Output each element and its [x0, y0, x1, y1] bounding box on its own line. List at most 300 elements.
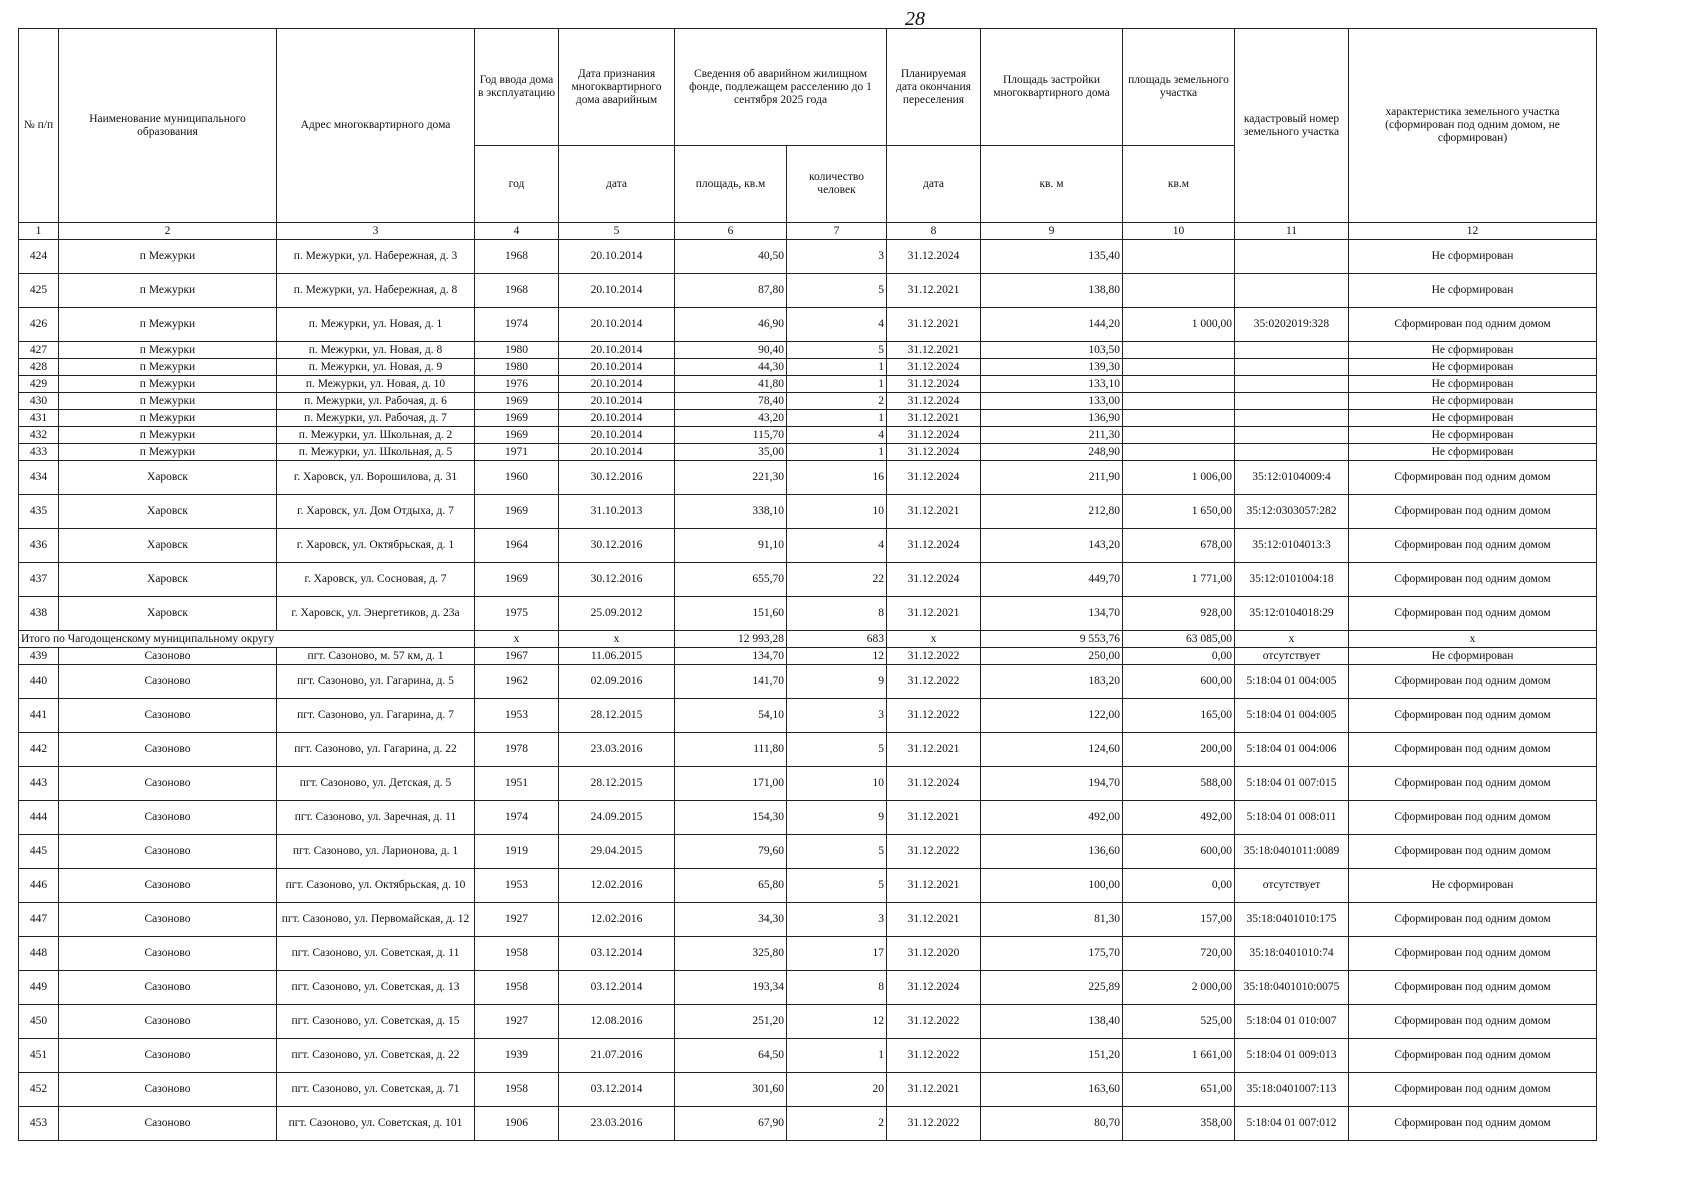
table-body-chagodoshchensky	[19, 240, 1597, 631]
recognition-date-cell: 20.10.2014	[559, 393, 675, 410]
land-area-cell: 1 661,00	[1123, 1039, 1235, 1073]
building-area-cell: 135,40	[981, 240, 1123, 274]
year-cell: 1967	[475, 648, 559, 665]
land-characteristic-cell: Не сформирован	[1349, 869, 1597, 903]
area-cell: 301,60	[675, 1073, 787, 1107]
year-cell: 1953	[475, 699, 559, 733]
area-cell: 171,00	[675, 767, 787, 801]
area-cell: 64,50	[675, 1039, 787, 1073]
area-cell: 35,00	[675, 444, 787, 461]
planned-date-cell: 31.12.2024	[887, 359, 981, 376]
address-cell: пгт. Сазоново, ул. Ларионова, д. 1	[277, 835, 475, 869]
row-number: 441	[19, 699, 59, 733]
planned-date-cell: 31.12.2024	[887, 376, 981, 393]
table-row	[19, 1039, 1597, 1073]
year-cell: 1980	[475, 342, 559, 359]
recognition-date-cell: 29.04.2015	[559, 835, 675, 869]
municipality-cell: п Межурки	[59, 444, 277, 461]
people-count-cell: 2	[787, 393, 887, 410]
land-area-cell	[1123, 274, 1235, 308]
planned-date-cell: 31.12.2024	[887, 393, 981, 410]
address-cell: пгт. Сазоново, ул. Советская, д. 13	[277, 971, 475, 1005]
recognition-date-cell: 20.10.2014	[559, 274, 675, 308]
row-number: 426	[19, 308, 59, 342]
people-count-cell: 10	[787, 767, 887, 801]
planned-date-cell: 31.12.2024	[887, 971, 981, 1005]
land-characteristic-cell: Сформирован под одним домом	[1349, 665, 1597, 699]
area-cell: 79,60	[675, 835, 787, 869]
header-land-area: площадь земельного участка	[1123, 29, 1235, 146]
building-area-cell: 138,80	[981, 274, 1123, 308]
municipality-cell: Сазоново	[59, 835, 277, 869]
header-year-built: Год ввода дома в эксплуатацию	[475, 29, 559, 146]
municipality-cell: Сазоново	[59, 801, 277, 835]
people-count-cell: 4	[787, 529, 887, 563]
column-number: 6	[675, 223, 787, 240]
recognition-date-cell: 11.06.2015	[559, 648, 675, 665]
people-count-cell: 5	[787, 835, 887, 869]
subheader-people: количество человек	[787, 146, 887, 223]
land-area-cell	[1123, 240, 1235, 274]
municipality-cell: п Межурки	[59, 274, 277, 308]
subheader-plan-date: дата	[887, 146, 981, 223]
address-cell: пгт. Сазоново, ул. Гагарина, д. 22	[277, 733, 475, 767]
municipality-cell: п Межурки	[59, 359, 277, 376]
land-characteristic-cell: Сформирован под одним домом	[1349, 495, 1597, 529]
recognition-date-cell: 20.10.2014	[559, 410, 675, 427]
table-row	[19, 1005, 1597, 1039]
header-building-area: Площадь застройки многоквартирного дома	[981, 29, 1123, 146]
total-building-area: 9 553,76	[981, 631, 1123, 648]
municipality-cell: Сазоново	[59, 937, 277, 971]
people-count-cell: 8	[787, 971, 887, 1005]
table-row	[19, 359, 1597, 376]
recognition-date-cell: 20.10.2014	[559, 444, 675, 461]
land-characteristic-cell: Сформирован под одним домом	[1349, 1107, 1597, 1141]
planned-date-cell: 31.12.2021	[887, 308, 981, 342]
people-count-cell: 16	[787, 461, 887, 495]
municipality-cell: Сазоново	[59, 971, 277, 1005]
year-cell: 1919	[475, 835, 559, 869]
planned-date-cell: 31.12.2022	[887, 699, 981, 733]
row-number: 452	[19, 1073, 59, 1107]
row-number: 432	[19, 427, 59, 444]
cadastral-number-cell: 35:18:0401011:0089	[1235, 835, 1349, 869]
header-num: № п/п	[19, 29, 59, 223]
address-cell: пгт. Сазоново, ул. Заречная, д. 11	[277, 801, 475, 835]
land-area-cell: 157,00	[1123, 903, 1235, 937]
municipality-cell: Сазоново	[59, 699, 277, 733]
municipality-cell: п Межурки	[59, 410, 277, 427]
people-count-cell: 17	[787, 937, 887, 971]
people-count-cell: 4	[787, 308, 887, 342]
land-characteristic-cell: Сформирован под одним домом	[1349, 767, 1597, 801]
row-number: 433	[19, 444, 59, 461]
municipality-cell: Сазоново	[59, 733, 277, 767]
people-count-cell: 3	[787, 240, 887, 274]
row-number: 444	[19, 801, 59, 835]
municipality-cell: п Межурки	[59, 393, 277, 410]
building-area-cell: 151,20	[981, 1039, 1123, 1073]
recognition-date-cell: 20.10.2014	[559, 359, 675, 376]
cadastral-number-cell	[1235, 274, 1349, 308]
people-count-cell: 1	[787, 444, 887, 461]
land-characteristic-cell: Сформирован под одним домом	[1349, 529, 1597, 563]
planned-date-cell: 31.12.2021	[887, 801, 981, 835]
column-number: 8	[887, 223, 981, 240]
year-cell: 1969	[475, 495, 559, 529]
building-area-cell: 136,90	[981, 410, 1123, 427]
address-cell: г. Харовск, ул. Ворошилова, д. 31	[277, 461, 475, 495]
recognition-date-cell: 02.09.2016	[559, 665, 675, 699]
planned-date-cell: 31.12.2020	[887, 937, 981, 971]
row-number: 450	[19, 1005, 59, 1039]
building-area-cell: 81,30	[981, 903, 1123, 937]
land-area-cell	[1123, 393, 1235, 410]
planned-date-cell: 31.12.2022	[887, 835, 981, 869]
address-cell: п. Межурки, ул. Школьная, д. 2	[277, 427, 475, 444]
land-area-cell: 928,00	[1123, 597, 1235, 631]
land-characteristic-cell: Сформирован под одним домом	[1349, 597, 1597, 631]
year-cell: 1974	[475, 308, 559, 342]
year-cell: 1927	[475, 1005, 559, 1039]
building-area-cell: 143,20	[981, 529, 1123, 563]
row-number: 435	[19, 495, 59, 529]
header-planned-date: Планируемая дата окончания переселения	[887, 29, 981, 146]
address-cell: пгт. Сазоново, ул. Советская, д. 101	[277, 1107, 475, 1141]
row-number: 434	[19, 461, 59, 495]
year-cell: 1958	[475, 1073, 559, 1107]
row-number: 430	[19, 393, 59, 410]
building-area-cell: 211,90	[981, 461, 1123, 495]
building-area-cell: 212,80	[981, 495, 1123, 529]
column-number: 1	[19, 223, 59, 240]
recognition-date-cell: 20.10.2014	[559, 308, 675, 342]
cadastral-number-cell	[1235, 410, 1349, 427]
address-cell: пгт. Сазоново, ул. Первомайская, д. 12	[277, 903, 475, 937]
address-cell: г. Харовск, ул. Сосновая, д. 7	[277, 563, 475, 597]
land-characteristic-cell: Не сформирован	[1349, 342, 1597, 359]
column-number: 2	[59, 223, 277, 240]
address-cell: пгт. Сазоново, ул. Октябрьская, д. 10	[277, 869, 475, 903]
cadastral-number-cell	[1235, 427, 1349, 444]
table-row	[19, 648, 1597, 665]
total-area: 12 993,28	[675, 631, 787, 648]
municipality-cell: Харовск	[59, 529, 277, 563]
municipality-cell: Сазоново	[59, 665, 277, 699]
area-cell: 91,10	[675, 529, 787, 563]
year-cell: 1968	[475, 240, 559, 274]
column-number: 11	[1235, 223, 1349, 240]
year-cell: 1962	[475, 665, 559, 699]
land-area-cell: 1 650,00	[1123, 495, 1235, 529]
people-count-cell: 4	[787, 427, 887, 444]
land-area-cell: 720,00	[1123, 937, 1235, 971]
planned-date-cell: 31.12.2021	[887, 410, 981, 427]
cadastral-number-cell	[1235, 393, 1349, 410]
recognition-date-cell: 31.10.2013	[559, 495, 675, 529]
table-row	[19, 563, 1597, 597]
total-cadastral: x	[1235, 631, 1349, 648]
address-cell: г. Харовск, ул. Энергетиков, д. 23а	[277, 597, 475, 631]
recognition-date-cell: 30.12.2016	[559, 563, 675, 597]
people-count-cell: 1	[787, 410, 887, 427]
planned-date-cell: 31.12.2021	[887, 597, 981, 631]
address-cell: пгт. Сазоново, ул. Гагарина, д. 5	[277, 665, 475, 699]
building-area-cell: 80,70	[981, 1107, 1123, 1141]
land-area-cell	[1123, 376, 1235, 393]
land-area-cell: 1 000,00	[1123, 308, 1235, 342]
table-row	[19, 767, 1597, 801]
table-row	[19, 937, 1597, 971]
row-number: 438	[19, 597, 59, 631]
cadastral-number-cell: 35:18:0401010:74	[1235, 937, 1349, 971]
total-year: x	[475, 631, 559, 648]
cadastral-number-cell	[1235, 342, 1349, 359]
area-cell: 54,10	[675, 699, 787, 733]
table-row	[19, 240, 1597, 274]
year-cell: 1971	[475, 444, 559, 461]
people-count-cell: 2	[787, 1107, 887, 1141]
recognition-date-cell: 21.07.2016	[559, 1039, 675, 1073]
area-cell: 141,70	[675, 665, 787, 699]
column-number-row	[19, 223, 1597, 240]
address-cell: пгт. Сазоново, ул. Советская, д. 22	[277, 1039, 475, 1073]
cadastral-number-cell: 35:18:0401007:113	[1235, 1073, 1349, 1107]
year-cell: 1958	[475, 971, 559, 1005]
row-number: 453	[19, 1107, 59, 1141]
planned-date-cell: 31.12.2021	[887, 733, 981, 767]
subheader-land-kvm: кв.м	[1123, 146, 1235, 223]
year-cell: 1969	[475, 393, 559, 410]
subheader-date: дата	[559, 146, 675, 223]
land-characteristic-cell: Сформирован под одним домом	[1349, 563, 1597, 597]
total-plan-date: x	[887, 631, 981, 648]
building-area-cell: 175,70	[981, 937, 1123, 971]
table-row	[19, 971, 1597, 1005]
header-cadastral: кадастровый номер земельного участка	[1235, 29, 1349, 223]
table-row	[19, 410, 1597, 427]
column-number: 3	[277, 223, 475, 240]
row-number: 446	[19, 869, 59, 903]
people-count-cell: 1	[787, 1039, 887, 1073]
cadastral-number-cell: 5:18:04 01 010:007	[1235, 1005, 1349, 1039]
table-row	[19, 376, 1597, 393]
year-cell: 1976	[475, 376, 559, 393]
land-characteristic-cell: Не сформирован	[1349, 444, 1597, 461]
area-cell: 325,80	[675, 937, 787, 971]
header-municipality: Наименование муниципального образования	[59, 29, 277, 223]
column-number: 10	[1123, 223, 1235, 240]
recognition-date-cell: 28.12.2015	[559, 767, 675, 801]
planned-date-cell: 31.12.2024	[887, 461, 981, 495]
building-area-cell: 449,70	[981, 563, 1123, 597]
cadastral-number-cell: 5:18:04 01 004:005	[1235, 699, 1349, 733]
area-cell: 87,80	[675, 274, 787, 308]
municipality-cell: Харовск	[59, 495, 277, 529]
year-cell: 1980	[475, 359, 559, 376]
planned-date-cell: 31.12.2021	[887, 869, 981, 903]
building-area-cell: 136,60	[981, 835, 1123, 869]
land-area-cell: 600,00	[1123, 835, 1235, 869]
address-cell: пгт. Сазоново, ул. Детская, д. 5	[277, 767, 475, 801]
year-cell: 1964	[475, 529, 559, 563]
land-characteristic-cell: Не сформирован	[1349, 376, 1597, 393]
recognition-date-cell: 12.02.2016	[559, 903, 675, 937]
total-land-area: 63 085,00	[1123, 631, 1235, 648]
table-row	[19, 1107, 1597, 1141]
row-number: 451	[19, 1039, 59, 1073]
land-area-cell	[1123, 359, 1235, 376]
municipality-cell: п Межурки	[59, 240, 277, 274]
planned-date-cell: 31.12.2021	[887, 903, 981, 937]
address-cell: пгт. Сазоново, ул. Гагарина, д. 7	[277, 699, 475, 733]
municipality-cell: п Межурки	[59, 342, 277, 359]
planned-date-cell: 31.12.2022	[887, 1107, 981, 1141]
row-number: 449	[19, 971, 59, 1005]
planned-date-cell: 31.12.2021	[887, 274, 981, 308]
land-characteristic-cell: Не сформирован	[1349, 240, 1597, 274]
table-row	[19, 597, 1597, 631]
address-cell: п. Межурки, ул. Новая, д. 9	[277, 359, 475, 376]
table-row	[19, 699, 1597, 733]
address-cell: п. Межурки, ул. Новая, д. 1	[277, 308, 475, 342]
municipality-cell: Сазоново	[59, 648, 277, 665]
cadastral-number-cell: 35:12:0104013:3	[1235, 529, 1349, 563]
address-cell: п. Межурки, ул. Набережная, д. 8	[277, 274, 475, 308]
total-label: Итого по Чагодощенскому муниципальному округу	[19, 631, 475, 648]
municipality-cell: Сазоново	[59, 1039, 277, 1073]
municipality-cell: п Межурки	[59, 427, 277, 444]
address-cell: п. Межурки, ул. Новая, д. 8	[277, 342, 475, 359]
land-area-cell	[1123, 427, 1235, 444]
planned-date-cell: 31.12.2024	[887, 563, 981, 597]
land-area-cell	[1123, 410, 1235, 427]
recognition-date-cell: 20.10.2014	[559, 342, 675, 359]
cadastral-number-cell: 5:18:04 01 008:011	[1235, 801, 1349, 835]
year-cell: 1974	[475, 801, 559, 835]
municipality-cell: Сазоново	[59, 903, 277, 937]
address-cell: пгт. Сазоново, ул. Советская, д. 15	[277, 1005, 475, 1039]
year-cell: 1969	[475, 410, 559, 427]
year-cell: 1978	[475, 733, 559, 767]
subheader-building-kvm: кв. м	[981, 146, 1123, 223]
area-cell: 193,34	[675, 971, 787, 1005]
area-cell: 43,20	[675, 410, 787, 427]
table-row	[19, 461, 1597, 495]
subheader-area: площадь, кв.м	[675, 146, 787, 223]
cadastral-number-cell: 35:18:0401010:0075	[1235, 971, 1349, 1005]
row-number: 424	[19, 240, 59, 274]
municipality-cell: Харовск	[59, 597, 277, 631]
address-cell: п. Межурки, ул. Рабочая, д. 7	[277, 410, 475, 427]
building-area-cell: 139,30	[981, 359, 1123, 376]
planned-date-cell: 31.12.2024	[887, 529, 981, 563]
area-cell: 221,30	[675, 461, 787, 495]
planned-date-cell: 31.12.2022	[887, 665, 981, 699]
recognition-date-cell: 12.02.2016	[559, 869, 675, 903]
table-row	[19, 903, 1597, 937]
address-cell: пгт. Сазоново, ул. Советская, д. 11	[277, 937, 475, 971]
area-cell: 115,70	[675, 427, 787, 444]
row-number: 425	[19, 274, 59, 308]
area-cell: 44,30	[675, 359, 787, 376]
year-cell: 1939	[475, 1039, 559, 1073]
year-cell: 1975	[475, 597, 559, 631]
land-characteristic-cell: Сформирован под одним домом	[1349, 699, 1597, 733]
area-cell: 90,40	[675, 342, 787, 359]
land-characteristic-cell: Сформирован под одним домом	[1349, 937, 1597, 971]
table-row	[19, 801, 1597, 835]
recognition-date-cell: 28.12.2015	[559, 699, 675, 733]
year-cell: 1960	[475, 461, 559, 495]
area-cell: 78,40	[675, 393, 787, 410]
building-area-cell: 103,50	[981, 342, 1123, 359]
total-section	[19, 631, 1597, 648]
planned-date-cell: 31.12.2021	[887, 495, 981, 529]
building-area-cell: 124,60	[981, 733, 1123, 767]
building-area-cell: 183,20	[981, 665, 1123, 699]
year-cell: 1969	[475, 427, 559, 444]
planned-date-cell: 31.12.2022	[887, 648, 981, 665]
building-area-cell: 100,00	[981, 869, 1123, 903]
land-area-cell: 600,00	[1123, 665, 1235, 699]
total-land-characteristic: x	[1349, 631, 1597, 648]
table-row	[19, 444, 1597, 461]
recognition-date-cell: 03.12.2014	[559, 971, 675, 1005]
column-number: 12	[1349, 223, 1597, 240]
cadastral-number-cell	[1235, 240, 1349, 274]
land-characteristic-cell: Не сформирован	[1349, 274, 1597, 308]
address-cell: п. Межурки, ул. Набережная, д. 3	[277, 240, 475, 274]
row-number: 437	[19, 563, 59, 597]
area-cell: 111,80	[675, 733, 787, 767]
column-number: 7	[787, 223, 887, 240]
cadastral-number-cell: отсутствует	[1235, 648, 1349, 665]
address-cell: п. Межурки, ул. Рабочая, д. 6	[277, 393, 475, 410]
row-number: 429	[19, 376, 59, 393]
row-number: 439	[19, 648, 59, 665]
people-count-cell: 12	[787, 648, 887, 665]
land-characteristic-cell: Не сформирован	[1349, 427, 1597, 444]
year-cell: 1953	[475, 869, 559, 903]
land-characteristic-cell: Сформирован под одним домом	[1349, 308, 1597, 342]
table-row	[19, 342, 1597, 359]
recognition-date-cell: 03.12.2014	[559, 1073, 675, 1107]
subheader-year: год	[475, 146, 559, 223]
area-cell: 251,20	[675, 1005, 787, 1039]
land-characteristic-cell: Сформирован под одним домом	[1349, 971, 1597, 1005]
total-date: x	[559, 631, 675, 648]
people-count-cell: 3	[787, 699, 887, 733]
people-count-cell: 5	[787, 733, 887, 767]
land-area-cell: 0,00	[1123, 648, 1235, 665]
municipality-cell: п Межурки	[59, 376, 277, 393]
municipality-cell: Сазоново	[59, 1107, 277, 1141]
address-cell: г. Харовск, ул. Дом Отдыха, д. 7	[277, 495, 475, 529]
table-row	[19, 495, 1597, 529]
recognition-date-cell: 12.08.2016	[559, 1005, 675, 1039]
land-area-cell: 200,00	[1123, 733, 1235, 767]
land-area-cell: 0,00	[1123, 869, 1235, 903]
people-count-cell: 9	[787, 665, 887, 699]
building-area-cell: 211,30	[981, 427, 1123, 444]
area-cell: 134,70	[675, 648, 787, 665]
land-area-cell: 525,00	[1123, 1005, 1235, 1039]
cadastral-number-cell: 35:12:0101004:18	[1235, 563, 1349, 597]
header-address: Адрес многоквартирного дома	[277, 29, 475, 223]
column-number: 5	[559, 223, 675, 240]
